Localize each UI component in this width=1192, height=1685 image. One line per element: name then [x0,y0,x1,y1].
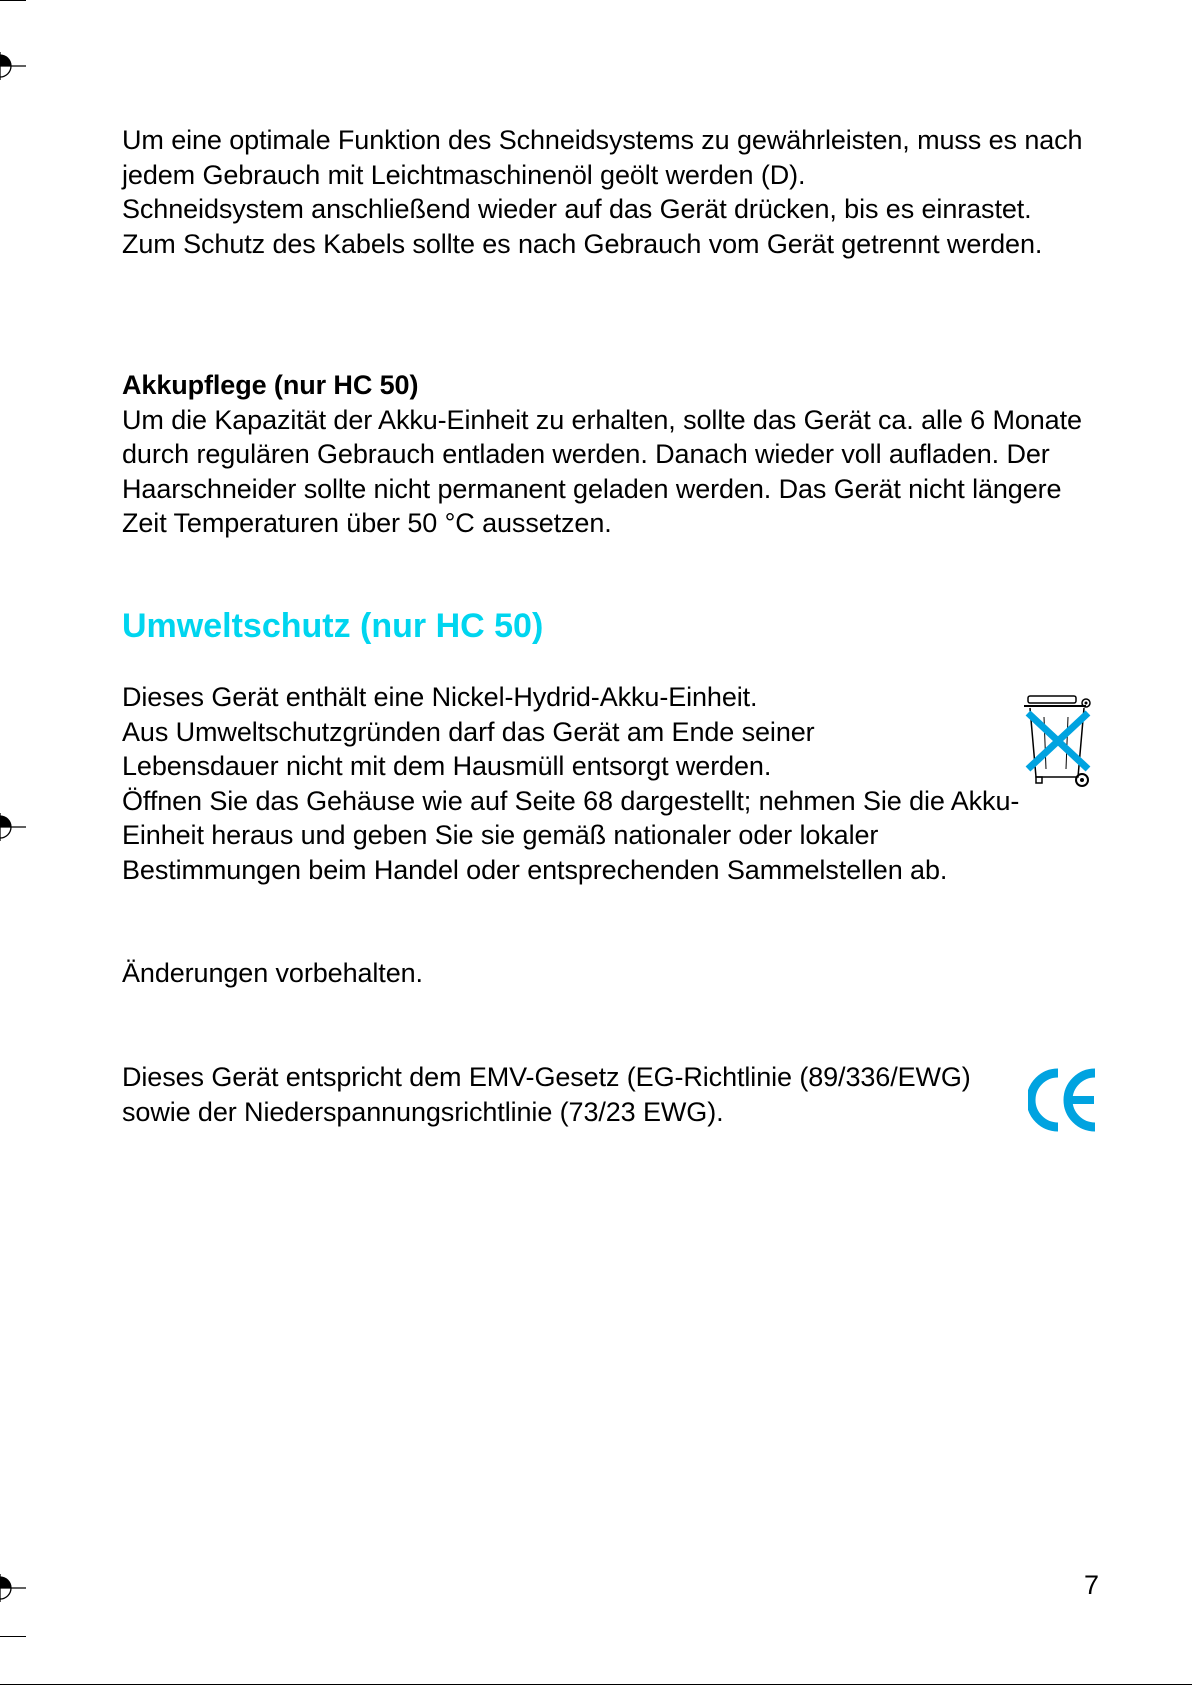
registration-mark-icon [0,46,26,86]
environment-section [122,680,1052,888]
page-number: 7 [1083,1570,1099,1600]
environment-heading: Umweltschutz (nur HC 50) [122,607,544,645]
crop-line [0,0,26,1]
care-paragraph [122,123,1102,261]
ce-mark-icon [1028,1068,1098,1132]
text-line: Öffnen Sie das Gehäuse wie auf Seite 68 dargestellt; nehmen Sie die Akku-Einheit heraus und geben Sie sie gemäß nationaler oder lokaler Bestimmungen beim Handel oder entsprechenden Sammelstellen ab. [122,785,1020,885]
text-line: Aus Umweltschutzgründen darf das Gerät am Ende seiner Lebensdauer nicht mit dem Hausmüll entsorgt werden. [122,716,815,782]
changes-note: Änderungen vorbehalten. [122,958,423,988]
compliance-text: Dieses Gerät entspricht dem EMV-Gesetz (EG-Richtlinie (89/336/EWG) sowie der Niederspannungsrichtlinie (73/23 EWG). [122,1062,971,1127]
crop-line [0,1636,26,1637]
text-line: Zum Schutz des Kabels sollte es nach Gebrauch vom Gerät getrennt werden. [122,228,1043,259]
battery-care-text: Um die Kapazität der Akku-Einheit zu erhalten, sollte das Gerät ca. alle 6 Monate durch regulären Gebrauch entladen werden. Danach wieder voll aufladen. Der Haarschneider sollte nicht permanent geladen werden. Das Gerät nicht längere Zeit Temperaturen über 50 °C aussetzen. [122,404,1082,539]
text-line: Um eine optimale Funktion des Schneidsystems zu gewährleisten, muss es nach jedem Gebrauch mit Leichtmaschinenöl geölt werden (D). [122,125,1083,190]
battery-care-section [122,368,1102,541]
text-line: Schneidsystem anschließend wieder auf das Gerät drücken, bis es einrastet. [122,194,1032,225]
crossed-out-wheelie-bin-icon [1022,693,1094,789]
registration-mark-icon [0,807,26,847]
registration-mark-icon [0,1568,26,1608]
battery-care-heading: Akkupflege (nur HC 50) [122,370,419,400]
text-line: Dieses Gerät enthält eine Nickel-Hydrid-Akku-Einheit. [122,682,758,712]
